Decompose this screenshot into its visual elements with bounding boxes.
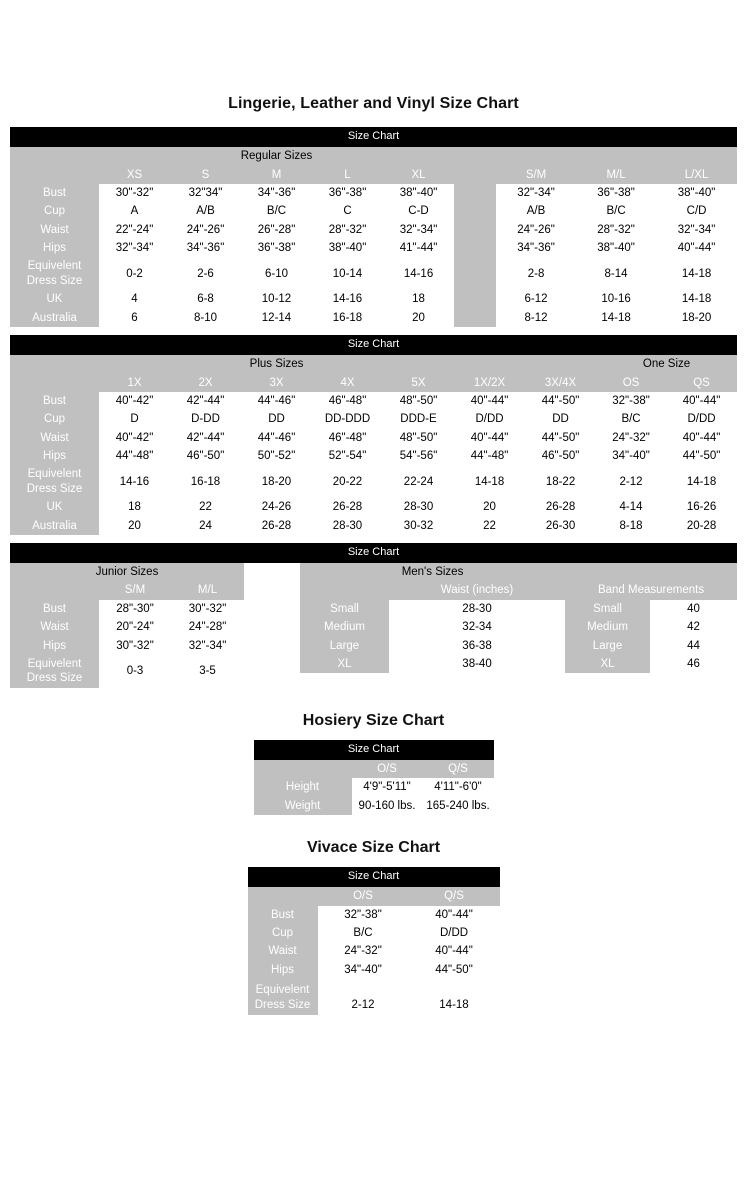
cell: 12-14 bbox=[241, 309, 312, 327]
cell: 34"-36" bbox=[170, 239, 241, 257]
cell: 18-22 bbox=[525, 465, 596, 498]
cell: 16-18 bbox=[312, 309, 383, 327]
cell: 40"-44" bbox=[454, 429, 525, 447]
row-label: Bust bbox=[10, 600, 99, 618]
row-label: Height bbox=[254, 778, 352, 796]
cell: 4-14 bbox=[596, 498, 666, 516]
junior-mens-gap bbox=[244, 563, 300, 688]
row-label: Small bbox=[565, 600, 650, 618]
cell: 24"-26" bbox=[496, 221, 576, 239]
cell: 40"-44" bbox=[454, 392, 525, 410]
vivace-table bbox=[248, 887, 500, 1015]
group-spacer-mid bbox=[454, 355, 596, 373]
cell: 6-8 bbox=[170, 290, 241, 308]
row-label: Hips bbox=[10, 239, 99, 257]
cell: 6-10 bbox=[241, 257, 312, 290]
cell: 38"-40" bbox=[576, 239, 656, 257]
row-label: Bust bbox=[10, 392, 99, 410]
cell: 0-3 bbox=[99, 655, 171, 688]
cell: 28"-32" bbox=[576, 221, 656, 239]
cell: 41"-44" bbox=[383, 239, 454, 257]
mens-group-blank bbox=[565, 563, 737, 581]
cell: 10-14 bbox=[312, 257, 383, 290]
cell: 20 bbox=[99, 517, 170, 535]
cell: 4 bbox=[99, 290, 170, 308]
cell: 14-18 bbox=[454, 465, 525, 498]
cell: 46"-48" bbox=[312, 392, 383, 410]
cell: 44"-50" bbox=[409, 961, 500, 979]
cell: 30"-32" bbox=[99, 637, 171, 655]
cell: DDD-E bbox=[383, 410, 454, 428]
hosiery-chart bbox=[254, 740, 494, 815]
corner-cell bbox=[248, 887, 318, 905]
cell: 14-18 bbox=[409, 979, 500, 1015]
cell: D bbox=[99, 410, 170, 428]
cell: D/DD bbox=[409, 924, 500, 942]
table-row bbox=[10, 637, 244, 655]
row-label: Bust bbox=[10, 184, 99, 202]
row-label: Large bbox=[565, 637, 650, 655]
cell: 40"-44" bbox=[656, 239, 737, 257]
page-title: Lingerie, Leather and Vinyl Size Chart bbox=[228, 95, 519, 112]
cell: A/B bbox=[496, 202, 576, 220]
cell: 20-28 bbox=[666, 517, 737, 535]
col-header: QS bbox=[666, 374, 737, 392]
cell: 24"-32" bbox=[318, 942, 409, 960]
corner-cell bbox=[254, 760, 352, 778]
hosiery-title: Hosiery Size Chart bbox=[302, 711, 445, 729]
table-row bbox=[300, 600, 737, 618]
cell: 20-22 bbox=[312, 465, 383, 498]
col-header: Q/S bbox=[409, 887, 500, 905]
table-row bbox=[10, 465, 737, 498]
table-row bbox=[10, 184, 737, 202]
table-row bbox=[10, 239, 737, 257]
cell: 34"-36" bbox=[496, 239, 576, 257]
regular-group-row bbox=[10, 147, 737, 165]
cell: 22 bbox=[170, 498, 241, 516]
cell: 28-30 bbox=[383, 498, 454, 516]
cell: 18-20 bbox=[241, 465, 312, 498]
row-label-text: Equivelent Dress Size bbox=[26, 468, 83, 495]
col-header: OS bbox=[596, 374, 666, 392]
cell: C/D bbox=[656, 202, 737, 220]
cell: 8-18 bbox=[596, 517, 666, 535]
cell: 44 bbox=[650, 637, 737, 655]
table-row bbox=[10, 600, 244, 618]
size-chart-band-regular: Size Chart bbox=[10, 127, 737, 147]
plus-sizes-chart bbox=[10, 335, 737, 535]
row-label: Medium bbox=[565, 618, 650, 636]
row-label: Hips bbox=[10, 637, 99, 655]
cell: 44"-48" bbox=[454, 447, 525, 465]
cell: 4'9"-5'11" bbox=[352, 778, 423, 796]
table-row bbox=[10, 309, 737, 327]
cell: 8-12 bbox=[496, 309, 576, 327]
cell: 165-240 lbs. bbox=[423, 797, 494, 815]
cell: 2-12 bbox=[318, 979, 409, 1015]
row-label bbox=[10, 257, 99, 290]
junior-sizes-table bbox=[10, 563, 244, 688]
row-label bbox=[248, 979, 318, 1015]
cell: 32"-34" bbox=[99, 239, 170, 257]
cell: A/B bbox=[170, 202, 241, 220]
cell: 24"-26" bbox=[170, 221, 241, 239]
cell: 26-28 bbox=[241, 517, 312, 535]
cell: 2-6 bbox=[170, 257, 241, 290]
table-row bbox=[10, 447, 737, 465]
cell: 40 bbox=[650, 600, 737, 618]
cell: 46"-50" bbox=[170, 447, 241, 465]
cell: C bbox=[312, 202, 383, 220]
plus-sizes-table bbox=[10, 355, 737, 535]
cell: 36"-38" bbox=[241, 239, 312, 257]
mens-group-row bbox=[300, 563, 737, 581]
cell: D/DD bbox=[454, 410, 525, 428]
cell: 44"-48" bbox=[99, 447, 170, 465]
junior-group-row bbox=[10, 563, 244, 581]
cell: 32"-34" bbox=[171, 637, 244, 655]
mens-sizes-block bbox=[300, 563, 737, 688]
cell: 14-16 bbox=[99, 465, 170, 498]
cell: 24 bbox=[170, 517, 241, 535]
table-row bbox=[10, 517, 737, 535]
cell: 36-38 bbox=[389, 637, 565, 655]
cell: 20"-24" bbox=[99, 618, 171, 636]
hosiery-table bbox=[254, 760, 494, 815]
cell-spacer bbox=[454, 290, 496, 308]
cell: 40"-42" bbox=[99, 392, 170, 410]
cell: 22"-24" bbox=[99, 221, 170, 239]
table-row bbox=[248, 906, 500, 924]
corner-cell bbox=[10, 374, 99, 392]
cell: 24"-28" bbox=[171, 618, 244, 636]
cell: 28"-30" bbox=[99, 600, 171, 618]
row-label: Hips bbox=[10, 447, 99, 465]
table-row bbox=[10, 257, 737, 290]
row-label: Waist bbox=[10, 429, 99, 447]
size-chart-band-plus: Size Chart bbox=[10, 335, 737, 355]
row-label: Waist bbox=[10, 221, 99, 239]
cell: DD bbox=[525, 410, 596, 428]
onesize-group-label: One Size bbox=[596, 355, 737, 373]
cell: 46 bbox=[650, 655, 737, 673]
col-header: 3X bbox=[241, 374, 312, 392]
cell: 6 bbox=[99, 309, 170, 327]
row-label: Australia bbox=[10, 309, 99, 327]
band-measurements-header: Band Measurements bbox=[565, 581, 737, 599]
cell: A bbox=[99, 202, 170, 220]
cell: 36"-38" bbox=[576, 184, 656, 202]
row-label: Weight bbox=[254, 797, 352, 815]
cell: 38"-40" bbox=[656, 184, 737, 202]
cell: 20 bbox=[383, 309, 454, 327]
cell: 42 bbox=[650, 618, 737, 636]
row-label: Cup bbox=[248, 924, 318, 942]
row-label bbox=[10, 655, 99, 688]
cell: 32"-38" bbox=[596, 392, 666, 410]
col-header: S/M bbox=[99, 581, 171, 599]
table-row bbox=[10, 618, 244, 636]
cell: 32"-34" bbox=[656, 221, 737, 239]
row-label: Hips bbox=[248, 961, 318, 979]
cell-spacer bbox=[454, 257, 496, 290]
cell: 4'11"-6'0" bbox=[423, 778, 494, 796]
mens-group-label: Men's Sizes bbox=[300, 563, 565, 581]
col-header-spacer bbox=[454, 166, 496, 184]
cell: D/DD bbox=[666, 410, 737, 428]
cell: 18-20 bbox=[656, 309, 737, 327]
cell: 32"-38" bbox=[318, 906, 409, 924]
col-header: 1X bbox=[99, 374, 170, 392]
row-label: UK bbox=[10, 498, 99, 516]
group-spacer-mid bbox=[454, 147, 496, 165]
cell: B/C bbox=[596, 410, 666, 428]
cell: D-DD bbox=[170, 410, 241, 428]
junior-sizes-block bbox=[10, 563, 244, 688]
row-label: UK bbox=[10, 290, 99, 308]
junior-group-label: Junior Sizes bbox=[10, 563, 244, 581]
col-header: 1X/2X bbox=[454, 374, 525, 392]
row-label-text: Equivelent Dress Size bbox=[26, 260, 83, 287]
cell: 30-32 bbox=[383, 517, 454, 535]
plus-group-label: Plus Sizes bbox=[99, 355, 454, 373]
cell: 36"-38" bbox=[312, 184, 383, 202]
table-row bbox=[254, 797, 494, 815]
cell: 18 bbox=[99, 498, 170, 516]
table-row bbox=[10, 429, 737, 447]
cell: 14-18 bbox=[656, 257, 737, 290]
row-label-text: Equivelent Dress Size bbox=[26, 657, 83, 685]
cell-spacer bbox=[454, 202, 496, 220]
vivace-chart bbox=[248, 867, 500, 1015]
col-header: 5X bbox=[383, 374, 454, 392]
cell: 14-18 bbox=[666, 465, 737, 498]
cell: B/C bbox=[318, 924, 409, 942]
cell: 48"-50" bbox=[383, 392, 454, 410]
corner-cell bbox=[10, 581, 99, 599]
col-header: 4X bbox=[312, 374, 383, 392]
cell: 32-34 bbox=[389, 618, 565, 636]
row-label: XL bbox=[300, 655, 389, 673]
size-chart-band-vivace: Size Chart bbox=[248, 867, 500, 887]
col-header: S/M bbox=[496, 166, 576, 184]
cell: 24"-32" bbox=[596, 429, 666, 447]
cell: 24-26 bbox=[241, 498, 312, 516]
junior-mens-chart bbox=[10, 543, 737, 563]
col-header: O/S bbox=[352, 760, 423, 778]
col-header: M/L bbox=[576, 166, 656, 184]
mens-sizes-table bbox=[300, 563, 737, 673]
row-label: Cup bbox=[10, 410, 99, 428]
cell: 44"-50" bbox=[525, 392, 596, 410]
cell: 38-40 bbox=[389, 655, 565, 673]
table-row bbox=[300, 655, 737, 673]
cell: 30"-32" bbox=[171, 600, 244, 618]
cell: 2-12 bbox=[596, 465, 666, 498]
row-label: Large bbox=[300, 637, 389, 655]
waist-inches-header: Waist (inches) bbox=[389, 581, 565, 599]
col-header: 3X/4X bbox=[525, 374, 596, 392]
junior-mens-row bbox=[10, 563, 737, 688]
table-row bbox=[10, 498, 737, 516]
col-header: M bbox=[241, 166, 312, 184]
size-chart-band-hosiery: Size Chart bbox=[254, 740, 494, 760]
cell: 30"-32" bbox=[99, 184, 170, 202]
cell: 10-12 bbox=[241, 290, 312, 308]
hosiery-header-row bbox=[254, 760, 494, 778]
regular-group-label-right bbox=[496, 147, 737, 165]
cell: DD bbox=[241, 410, 312, 428]
cell: 16-26 bbox=[666, 498, 737, 516]
cell: 34"-36" bbox=[241, 184, 312, 202]
cell: 8-14 bbox=[576, 257, 656, 290]
col-header: XS bbox=[99, 166, 170, 184]
cell: 90-160 lbs. bbox=[352, 797, 423, 815]
cell: 18 bbox=[383, 290, 454, 308]
cell: 26-28 bbox=[525, 498, 596, 516]
table-row bbox=[10, 655, 244, 688]
cell-spacer bbox=[454, 184, 496, 202]
cell: 2-8 bbox=[496, 257, 576, 290]
cell: 38"-40" bbox=[312, 239, 383, 257]
cell: 14-18 bbox=[656, 290, 737, 308]
table-row bbox=[10, 202, 737, 220]
cell: 40"-44" bbox=[409, 906, 500, 924]
cell: 22-24 bbox=[383, 465, 454, 498]
cell: 14-16 bbox=[312, 290, 383, 308]
table-row bbox=[248, 979, 500, 1015]
corner-cell bbox=[300, 581, 389, 599]
cell: 14-18 bbox=[576, 309, 656, 327]
cell: 22 bbox=[454, 517, 525, 535]
cell: C-D bbox=[383, 202, 454, 220]
group-spacer bbox=[10, 147, 99, 165]
cell: 32"-34" bbox=[496, 184, 576, 202]
table-row bbox=[248, 924, 500, 942]
table-row bbox=[254, 778, 494, 796]
cell: 3-5 bbox=[171, 655, 244, 688]
cell: 44"-50" bbox=[666, 447, 737, 465]
cell: 40"-42" bbox=[99, 429, 170, 447]
cell: 32"34" bbox=[170, 184, 241, 202]
cell-spacer bbox=[454, 309, 496, 327]
plus-group-row bbox=[10, 355, 737, 373]
row-label: Bust bbox=[248, 906, 318, 924]
row-label: Australia bbox=[10, 517, 99, 535]
cell: 8-10 bbox=[170, 309, 241, 327]
cell: 34"-40" bbox=[318, 961, 409, 979]
cell: 52"-54" bbox=[312, 447, 383, 465]
table-row bbox=[248, 942, 500, 960]
cell: 44"-50" bbox=[525, 429, 596, 447]
vivace-header-row bbox=[248, 887, 500, 905]
cell: 46"-50" bbox=[525, 447, 596, 465]
cell: 42"-44" bbox=[170, 392, 241, 410]
col-header: L/XL bbox=[656, 166, 737, 184]
cell: 32"-34" bbox=[383, 221, 454, 239]
cell: 40"-44" bbox=[666, 429, 737, 447]
row-label: Cup bbox=[10, 202, 99, 220]
row-label: Waist bbox=[10, 618, 99, 636]
cell: DD-DDD bbox=[312, 410, 383, 428]
cell: 14-16 bbox=[383, 257, 454, 290]
cell: 34"-40" bbox=[596, 447, 666, 465]
cell: 40"-44" bbox=[666, 392, 737, 410]
row-label: Medium bbox=[300, 618, 389, 636]
row-label bbox=[10, 465, 99, 498]
regular-header-row bbox=[10, 166, 737, 184]
cell-spacer bbox=[454, 239, 496, 257]
cell: 26"-28" bbox=[241, 221, 312, 239]
row-label-text: Equivelent Dress Size bbox=[254, 984, 311, 1011]
table-row bbox=[300, 618, 737, 636]
cell: 48"-50" bbox=[383, 429, 454, 447]
cell: 6-12 bbox=[496, 290, 576, 308]
cell: 44"-46" bbox=[241, 429, 312, 447]
col-header: 2X bbox=[170, 374, 241, 392]
cell: 28"-32" bbox=[312, 221, 383, 239]
cell: 50"-52" bbox=[241, 447, 312, 465]
table-row bbox=[10, 410, 737, 428]
row-label: Small bbox=[300, 600, 389, 618]
col-header: M/L bbox=[171, 581, 244, 599]
cell: 28-30 bbox=[312, 517, 383, 535]
corner-cell bbox=[10, 166, 99, 184]
col-header: XL bbox=[383, 166, 454, 184]
regular-group-label: Regular Sizes bbox=[99, 147, 454, 165]
table-row bbox=[10, 221, 737, 239]
row-label: XL bbox=[565, 655, 650, 673]
cell-spacer bbox=[454, 221, 496, 239]
cell: 26-30 bbox=[525, 517, 596, 535]
col-header: Q/S bbox=[423, 760, 494, 778]
regular-sizes-chart bbox=[10, 127, 737, 327]
cell: B/C bbox=[576, 202, 656, 220]
size-chart-band-junior-mens: Size Chart bbox=[10, 543, 737, 563]
mens-header-row bbox=[300, 581, 737, 599]
cell: 26-28 bbox=[312, 498, 383, 516]
cell: 20 bbox=[454, 498, 525, 516]
cell: 46"-48" bbox=[312, 429, 383, 447]
cell: 10-16 bbox=[576, 290, 656, 308]
table-row bbox=[248, 961, 500, 979]
cell: 28-30 bbox=[389, 600, 565, 618]
cell: 42"-44" bbox=[170, 429, 241, 447]
cell: 40"-44" bbox=[409, 942, 500, 960]
cell: 54"-56" bbox=[383, 447, 454, 465]
plus-header-row bbox=[10, 374, 737, 392]
table-row bbox=[10, 392, 737, 410]
col-header: O/S bbox=[318, 887, 409, 905]
cell: B/C bbox=[241, 202, 312, 220]
cell: 16-18 bbox=[170, 465, 241, 498]
regular-sizes-table bbox=[10, 147, 737, 327]
vivace-title: Vivace Size Chart bbox=[306, 839, 441, 856]
cell: 38"-40" bbox=[383, 184, 454, 202]
table-row bbox=[10, 290, 737, 308]
cell: 44"-46" bbox=[241, 392, 312, 410]
col-header: L bbox=[312, 166, 383, 184]
col-header: S bbox=[170, 166, 241, 184]
row-label: Waist bbox=[248, 942, 318, 960]
group-spacer bbox=[10, 355, 99, 373]
junior-header-row bbox=[10, 581, 244, 599]
cell: 0-2 bbox=[99, 257, 170, 290]
table-row bbox=[300, 637, 737, 655]
